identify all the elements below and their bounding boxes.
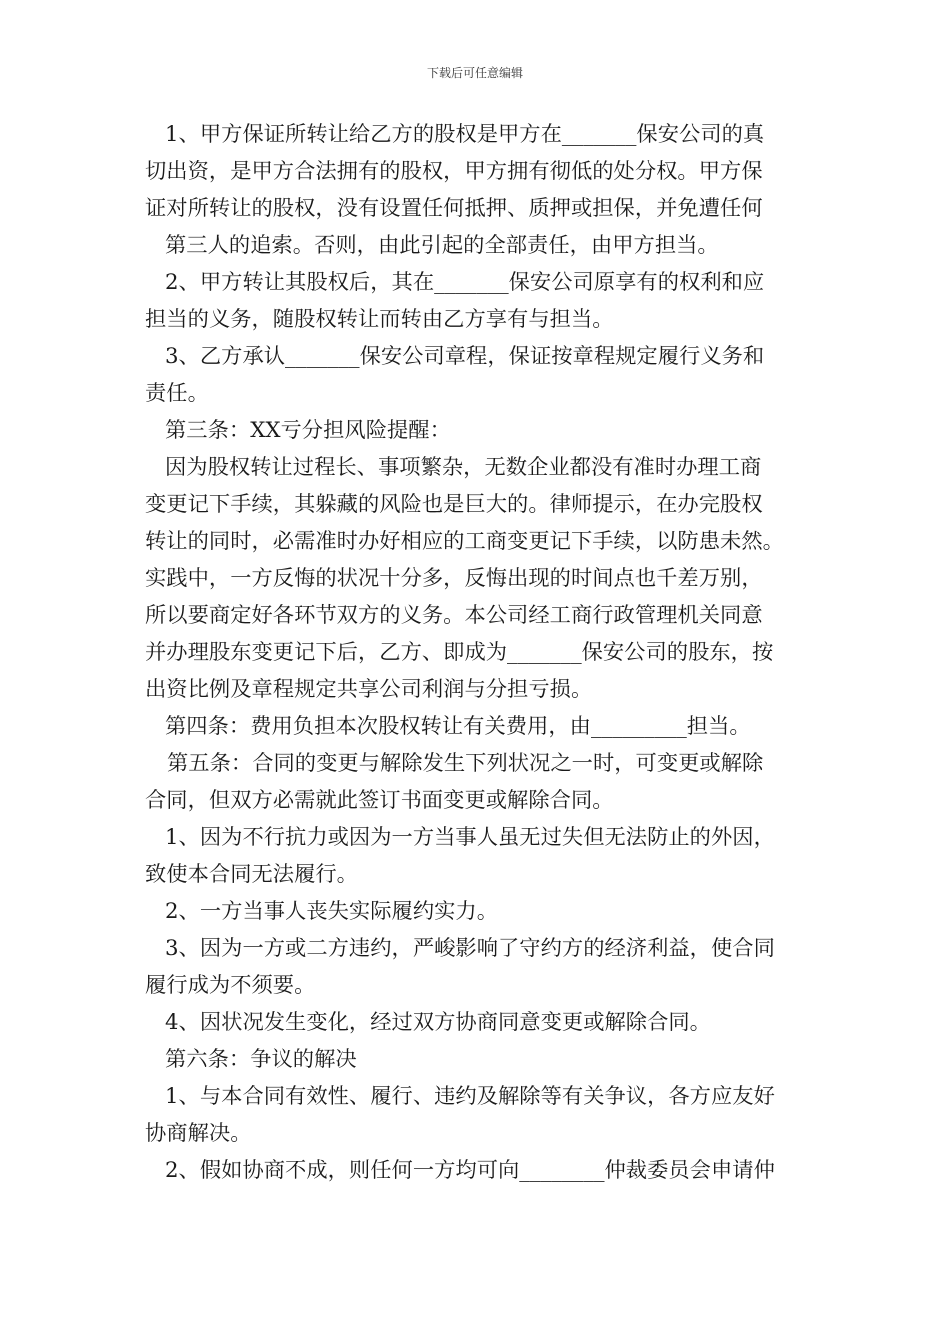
text-line: 第三条：XX亏分担风险提醒： (165, 418, 451, 443)
text-line: 2、假如协商不成，则任何一方均可向________仲裁委员会申请仲 (165, 1158, 775, 1183)
text-line: 第三人的追索。否则，由此引起的全部责任，由甲方担当。 (165, 233, 719, 258)
text-line: 责任。 (145, 381, 209, 406)
text-line: 证对所转让的股权，没有设置任何抵押、质押或担保，并免遭任何 (145, 196, 763, 221)
text-line: 变更记下手续，其躲藏的风险也是巨大的。律师提示，在办完股权 (145, 492, 763, 517)
text-line: 担当的义务，随股权转让而转由乙方享有与担当。 (145, 307, 614, 332)
text-line: 合同，但双方必需就此签订书面变更或解除合同。 (145, 788, 614, 813)
text-line: 转让的同时，必需准时办好相应的工商变更记下手续，以防患未然。 (145, 529, 784, 554)
text-line: 2、一方当事人丧失实际履约实力。 (165, 899, 499, 924)
text-line: 第四条：费用负担本次股权转让有关费用，由_________担当。 (165, 714, 751, 739)
text-line: 因为股权转让过程长、事项繁杂，无数企业都没有准时办理工商 (165, 455, 762, 480)
text-line: 并办理股东变更记下后，乙方、即成为_______保安公司的股东，按 (145, 640, 774, 665)
text-line: 第六条：争议的解决 (165, 1047, 357, 1072)
text-line: 1、甲方保证所转让给乙方的股权是甲方在_______保安公司的真 (165, 122, 765, 147)
text-line: 出资比例及章程规定共享公司利润与分担亏损。 (145, 677, 593, 702)
text-line: 所以要商定好各环节双方的义务。本公司经工商行政管理机关同意 (145, 603, 763, 628)
text-line: 第五条：合同的变更与解除发生下列状况之一时，可变更或解除 (167, 751, 764, 776)
document-body (145, 116, 815, 1189)
text-line: 协商解决。 (145, 1121, 252, 1146)
page-header: 下载后可任意编辑 (426, 66, 523, 80)
text-line: 实践中，一方反悔的状况十分多，反悔出现的时间点也千差万别， (145, 566, 763, 591)
text-line: 3、乙方承认_______保安公司章程，保证按章程规定履行义务和 (165, 344, 765, 369)
text-line: 3、因为一方或二方违约，严峻影响了守约方的经济利益，使合同 (165, 936, 775, 961)
text-line: 致使本合同无法履行。 (145, 862, 358, 887)
text-line: 1、因为不行抗力或因为一方当事人虽无过失但无法防止的外因， (165, 825, 775, 850)
text-line: 切出资，是甲方合法拥有的股权，甲方拥有彻低的处分权。甲方保 (145, 159, 763, 184)
text-line: 履行成为不须要。 (145, 973, 316, 998)
text-line: 2、甲方转让其股权后，其在_______保安公司原享有的权利和应 (165, 270, 765, 295)
text-line: 4、因状况发生变化，经过双方协商同意变更或解除合同。 (165, 1010, 711, 1035)
text-line: 1、与本合同有效性、履行、违约及解除等有关争议，各方应友好 (165, 1084, 775, 1109)
